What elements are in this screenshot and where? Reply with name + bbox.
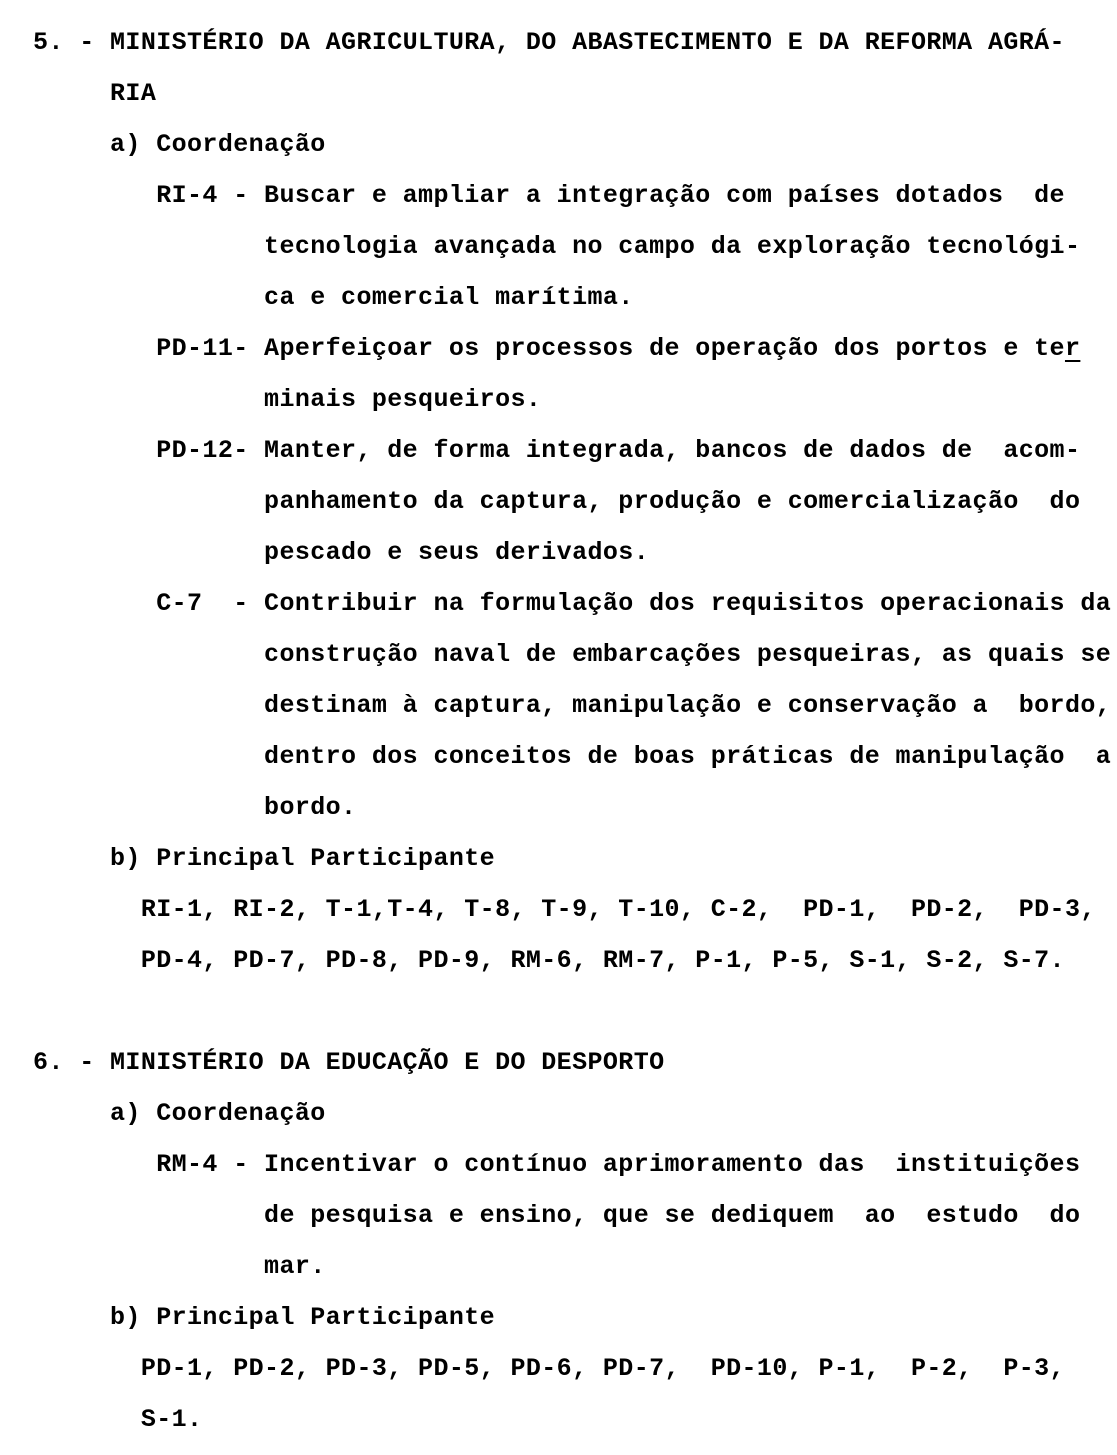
item-c-7-line-5 [33, 782, 1117, 833]
section-6-subsection-b-heading [33, 1292, 1117, 1343]
section-6-heading [33, 1037, 1117, 1088]
item-c-7-line-1 [33, 578, 1117, 629]
section-5-participants-line-1 [33, 884, 1117, 935]
line-text: minais pesqueiros. [33, 385, 542, 414]
section-5-heading-line-2 [33, 68, 1117, 119]
line-text: 5. - MINISTÉRIO DA AGRICULTURA, DO ABASTECIMENTO E DA REFORMA AGRÁ- [33, 28, 1065, 57]
line-text: de pesquisa e ensino, que se dediquem ao estudo do [33, 1201, 1081, 1230]
item-pd-12-line-3 [33, 527, 1117, 578]
section-5-subsection-b-heading [33, 833, 1117, 884]
line-text: PD-11- Aperfeiçoar os processos de operação dos portos e te [33, 334, 1065, 363]
item-c-7-line-3 [33, 680, 1117, 731]
line-text: C-7 - Contribuir na formulação dos requisitos operacionais da [33, 589, 1112, 618]
item-rm-4-line-2 [33, 1190, 1117, 1241]
item-ri-4-line-2 [33, 221, 1117, 272]
line-text: bordo. [33, 793, 357, 822]
line-text: destinam à captura, manipulação e conservação a bordo, [33, 691, 1112, 720]
item-c-7-line-4 [33, 731, 1117, 782]
section-5-participants-line-2 [33, 935, 1117, 986]
line-text: mar. [33, 1252, 326, 1281]
line-text: RIA [33, 79, 157, 108]
item-ri-4-line-1 [33, 170, 1117, 221]
line-text: construção naval de embarcações pesqueiras, as quais se [33, 640, 1112, 669]
line-text: PD-4, PD-7, PD-8, PD-9, RM-6, RM-7, P-1, P-5, S-1, S-2, S-7. [33, 946, 1065, 975]
item-pd-11-line-1 [33, 323, 1117, 374]
section-5-heading-line-1 [33, 17, 1117, 68]
item-pd-12-line-1 [33, 425, 1117, 476]
item-pd-12-line-2 [33, 476, 1117, 527]
line-text: S-1. [33, 1405, 203, 1434]
line-text: PD-1, PD-2, PD-3, PD-5, PD-6, PD-7, PD-10, P-1, P-2, P-3, [33, 1354, 1065, 1383]
underlined-character: r [1064, 334, 1081, 363]
line-text: RM-4 - Incentivar o contínuo aprimoramento das instituições [33, 1150, 1081, 1179]
line-text: 6. - MINISTÉRIO DA EDUCAÇÃO E DO DESPORTO [33, 1048, 665, 1077]
section-5-subsection-a-heading [33, 119, 1117, 170]
line-text: b) Principal Participante [33, 844, 496, 873]
section-6-subsection-a-heading [33, 1088, 1117, 1139]
line-text: pescado e seus derivados. [33, 538, 650, 567]
item-c-7-line-2 [33, 629, 1117, 680]
line-text: dentro dos conceitos de boas práticas de manipulação a [33, 742, 1112, 771]
line-text: a) Coordenação [33, 1099, 326, 1128]
line-text: tecnologia avançada no campo da exploração tecnológi- [33, 232, 1081, 261]
line-text: b) Principal Participante [33, 1303, 496, 1332]
item-ri-4-line-3 [33, 272, 1117, 323]
item-rm-4-line-3 [33, 1241, 1117, 1292]
line-text: RI-4 - Buscar e ampliar a integração com países dotados de [33, 181, 1065, 210]
section-6-participants-line-2 [33, 1394, 1117, 1445]
section-6-participants-line-1 [33, 1343, 1117, 1394]
line-text: panhamento da captura, produção e comercialização do [33, 487, 1081, 516]
item-rm-4-line-1 [33, 1139, 1117, 1190]
item-pd-11-line-2 [33, 374, 1117, 425]
line-text: a) Coordenação [33, 130, 326, 159]
blank-line [33, 986, 1117, 1037]
line-text: ca e comercial marítima. [33, 283, 634, 312]
line-text: PD-12- Manter, de forma integrada, bancos de dados de acom- [33, 436, 1081, 465]
line-text: RI-1, RI-2, T-1,T-4, T-8, T-9, T-10, C-2, PD-1, PD-2, PD-3, [33, 895, 1096, 924]
